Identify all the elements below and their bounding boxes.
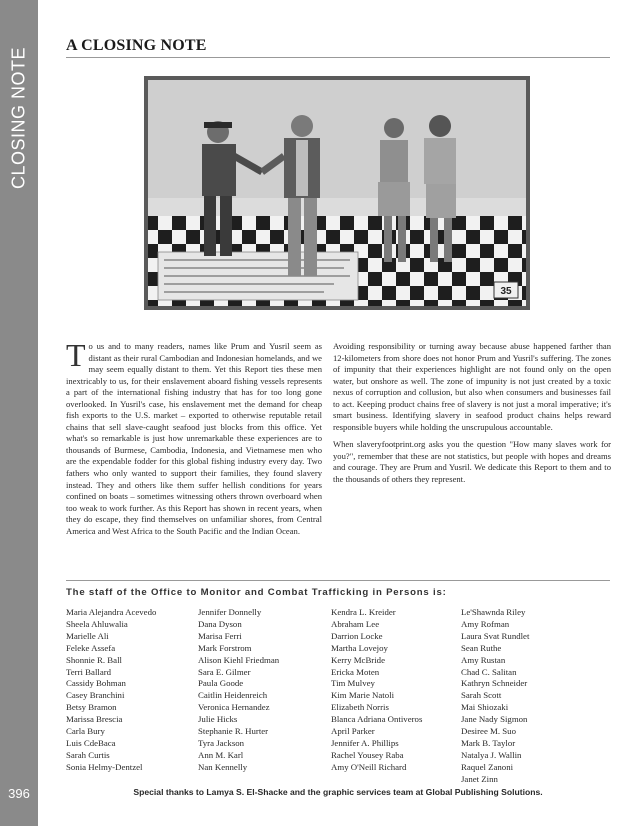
staff-name: Marissa Brescia	[66, 714, 123, 725]
staff-name: Julie Hicks	[198, 714, 238, 725]
staff-name: Chad C. Salitan	[461, 666, 517, 677]
staff-column-3	[331, 607, 422, 774]
staff-name: Marielle Ali	[66, 630, 109, 641]
staff-name: Sonia Helmy-Dentzel	[66, 761, 143, 772]
staff-name: Feleke Assefa	[66, 642, 116, 653]
left-column-text: o us and to many readers, names like Prum and Yusril seem as distant as their rural Cambodian and Indonesian homelands, and we may seem equally distant to them. Yet this Report ties these men inextricably to us, for their enslavement aboard fishing vessels represents a part of the international fishing industry that has for too long gone overlooked. In Yusril's case, his enslavement met the demand for cheap fish exports to the U.S. market – exported to otherwise reputable retail chains that sell slave-caught seafood just blocks from this office. Yet what's so remarkable is just how unremarkable these experiences are to thousands of Burmese, Cambodia, Indonesia, and Vietnamese men who are the expendable fodder for this global fishing industry every day. Two fathers who only wanted to support their families, they found slavery instead. They and others like them suffer hellish conditions for years confined on boats – sometimes witnessing others thrown overboard when too weak to work further. As this Report has shown in recent years, when they do escape, they find themselves on unfamiliar shores, from Central America and West Africa to the South Pacific and the Indian Ocean.	[66, 341, 322, 536]
right-column	[333, 341, 611, 492]
staff-name: Veronica Hernandez	[198, 702, 270, 713]
staff-divider	[66, 580, 610, 581]
staff-name: Jennifer Donnelly	[198, 607, 262, 617]
staff-name: Kerry McBride	[331, 654, 385, 665]
right-paragraph-2: When slaveryfootprint.org asks you the question "How many slaves work for you?", remember that these are not statistics, but people with hopes and dreams and courage. They are Prum and Yusril. We dedicate this Report to them and to the thousands of others they represent.	[333, 439, 611, 485]
staff-name: Jennifer A. Phillips	[331, 737, 399, 748]
staff-column-2	[198, 607, 279, 774]
acknowledgement: Special thanks to Lamya S. El-Shacke and the graphic services team at Global Publishing Solutions.	[133, 787, 543, 797]
staff-column-1	[66, 607, 156, 774]
plate-number: 35	[500, 286, 512, 297]
staff-name: Mark Forstrom	[198, 642, 252, 653]
staff-name: Jane Nady Sigmon	[461, 714, 528, 725]
staff-name: Stephanie R. Hurter	[198, 726, 269, 737]
painting-illustration	[144, 76, 530, 310]
staff-name: Kendra L. Kreider	[331, 607, 396, 617]
staff-name: Dana Dyson	[198, 618, 242, 629]
staff-name: Rachel Yousey Raba	[331, 749, 404, 760]
staff-name: Martha Lovejoy	[331, 642, 388, 653]
staff-name: Blanca Adriana Ontiveros	[331, 714, 423, 725]
staff-name: Tyra Jackson	[198, 737, 245, 748]
staff-name: Carla Bury	[66, 726, 105, 737]
sidebar-section-label: CLOSING NOTE	[8, 46, 29, 190]
staff-name: Cassidy Bohman	[66, 678, 126, 689]
staff-name: Kim Marie Natoli	[331, 690, 395, 701]
right-paragraph-1: Avoiding responsibility or turning away because abuse happened farther than 12-kilometers from shore does not honor Prum and Yusril's suffering. The zones of impunity that their experiences highlight are not found only on the open water, but onshore as well. The zone of impunity is not just created by a toxic nexus of corruption and collusion, but also when consumers and businesses fail to act. Keeping product chains free of slavery is not just a moral imperative; it's smart business. Identifying slavery in seafood product chains helps reward responsible buyers while holding the unscrupulous accountable.	[333, 341, 611, 432]
staff-name: Luis CdeBaca	[66, 737, 116, 748]
staff-name: Abraham Lee	[331, 618, 380, 629]
staff-name: Tim Mulvey	[331, 678, 375, 689]
staff-name: Sheela Ahluwalia	[66, 618, 128, 629]
staff-name: Maria Alejandra Acevedo	[66, 607, 157, 617]
staff-name: Betsy Bramon	[66, 702, 117, 713]
sidebar-tab	[0, 0, 38, 826]
staff-name: Mai Shiozaki	[461, 702, 509, 713]
title-divider	[66, 57, 610, 58]
staff-name: Casey Branchini	[66, 690, 125, 701]
staff-name: Janet Zinn	[461, 773, 498, 784]
staff-name: Sarah Curtis	[66, 749, 110, 760]
staff-name: Darrion Locke	[331, 630, 383, 641]
staff-name: Laura Svat Rundlet	[461, 630, 530, 641]
staff-name: Terri Ballard	[66, 666, 112, 677]
staff-name: Paula Goode	[198, 678, 244, 689]
staff-heading: The staff of the Office to Monitor and Combat Trafficking in Persons is:	[66, 587, 447, 598]
drop-cap: T	[66, 337, 86, 373]
staff-name: April Parker	[331, 726, 375, 737]
staff-name: Amy Rustan	[461, 654, 506, 665]
staff-name: Amy Rofman	[461, 618, 510, 629]
staff-name: Marisa Ferri	[198, 630, 242, 641]
staff-name: Amy O'Neill Richard	[331, 761, 407, 772]
staff-name: Elizabeth Norris	[331, 702, 389, 713]
staff-name: Nan Kennelly	[198, 761, 248, 772]
page-title: A CLOSING NOTE	[66, 37, 207, 54]
staff-name: Desiree M. Suo	[461, 726, 516, 737]
staff-name: Mark B. Taylor	[461, 737, 516, 748]
staff-name: Sarah Scott	[461, 690, 502, 701]
staff-name: Natalya J. Wallin	[461, 749, 522, 760]
staff-name: Kathryn Schneider	[461, 678, 528, 689]
staff-name: Le'Shawnda Riley	[461, 607, 526, 617]
staff-name: Sean Ruthe	[461, 642, 502, 653]
staff-name: Ericka Moten	[331, 666, 380, 677]
staff-column-4	[461, 607, 529, 786]
page-number: 396	[8, 786, 30, 801]
staff-name: Alison Kiehl Friedman	[198, 654, 280, 665]
staff-name: Raquel Zanoni	[461, 761, 514, 772]
staff-name: Ann M. Karl	[198, 749, 244, 760]
staff-name: Shonnie R. Ball	[66, 654, 122, 665]
left-column	[66, 337, 322, 543]
staff-name: Sara E. Gilmer	[198, 666, 251, 677]
staff-name: Caitlin Heidenreich	[198, 690, 268, 701]
